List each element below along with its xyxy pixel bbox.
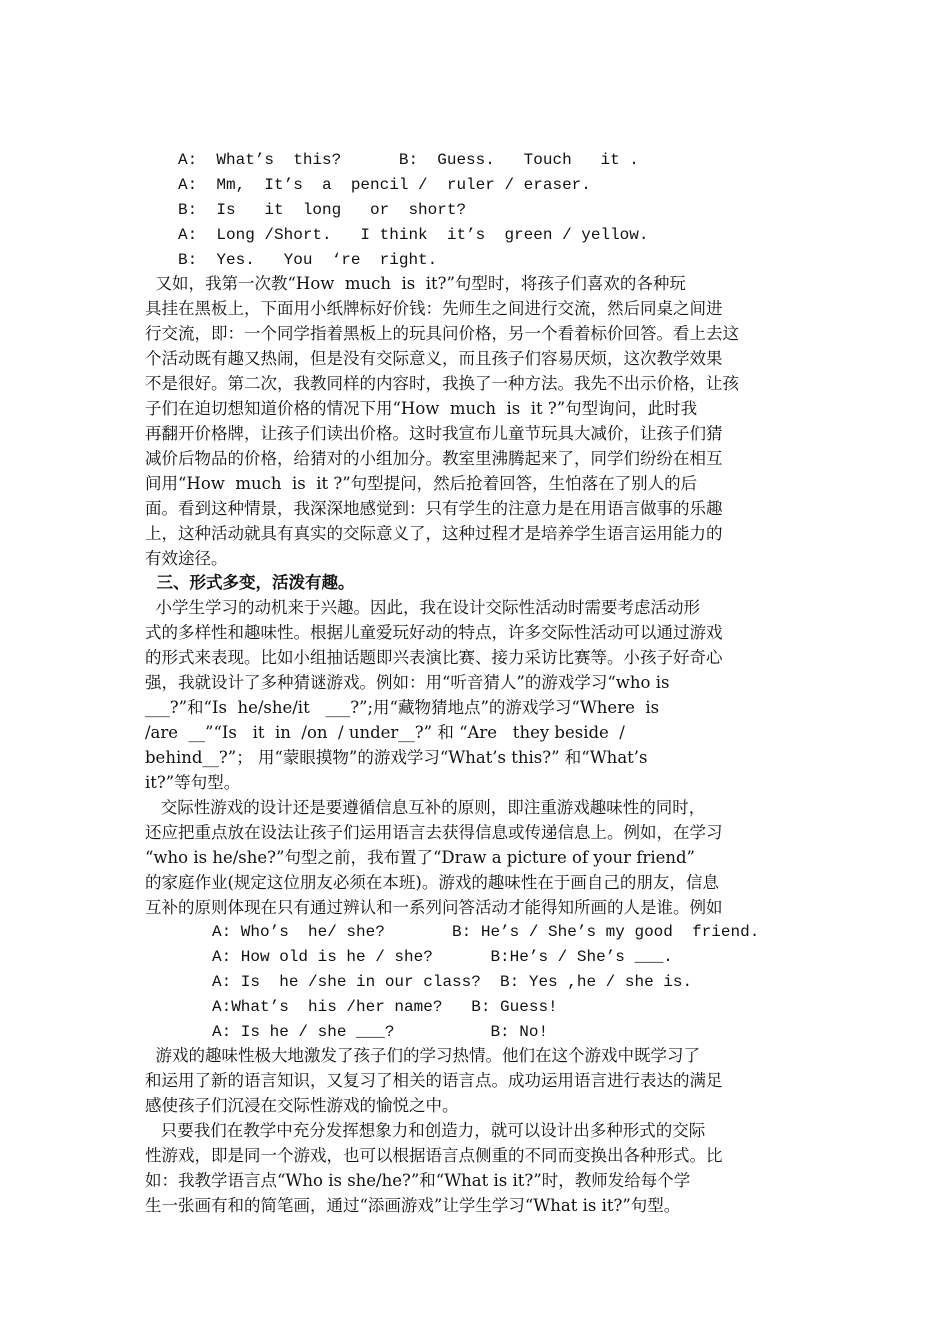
paragraph-line: behind__?”； 用“蒙眼摸物”的游戏学习“What’s this?” 和“What’s [145,748,648,767]
dialogue-line: B: Is it long or short? [178,201,467,219]
paragraph-line: 具挂在黑板上，下面用小纸牌标好价钱：先师生之间进行交流，然后同桌之间进 [145,299,723,318]
paragraph-line: 上，这种活动就具有真实的交际意义了，这种过程才是培养学生语言运用能力的 [145,524,723,543]
dialogue-line: A: Is he / she ___? B: No! [212,1023,549,1041]
paragraph-line: 不是很好。第二次，我教同样的内容时，我换了一种方法。我先不出示价格，让孩 [145,374,739,393]
paragraph-line: 还应把重点放在设法让孩子们运用语言去获得信息或传递信息上。例如，在学习 [145,823,723,842]
dialogue-line: A: What’s this? B: Guess. Touch it . [178,151,639,169]
section-heading: 三、形式多变，活泼有趣。 [145,573,355,592]
paragraph-line: 的家庭作业(规定这位朋友必须在本班)。游戏的趣味性在于画自己的朋友，信息 [145,873,719,892]
paragraph-line: 交际性游戏的设计还是要遵循信息互补的原则，即注重游戏趣味性的同时， [145,798,706,817]
paragraph-line: /are __”“Is it in /on / under__?” 和 “Are they beside / [145,723,625,742]
paragraph-line: 减价后物品的价格，给猜对的小组加分。教室里沸腾起来了，同学们纷纷在相互 [145,449,723,468]
paragraph-line: 只要我们在教学中充分发挥想象力和创造力，就可以设计出多种形式的交际 [145,1121,706,1140]
paragraph-line: ___?”和“Is he/she/it ___?”;用“藏物猜地点”的游戏学习“Where is [145,698,660,717]
dialogue-line: A: How old is he / she? B:He’s / She’s ___. [212,948,673,966]
paragraph-line: 的形式来表现。比如小组抽话题即兴表演比赛、接力采访比赛等。小孩子好奇心 [145,648,723,667]
paragraph-line: it?”等句型。 [145,773,241,792]
paragraph-line: 游戏的趣味性极大地激发了孩子们的学习热情。他们在这个游戏中既学习了 [145,1046,700,1065]
paragraph-line: 互补的原则体现在只有通过辨认和一系列问答活动才能得知所画的人是谁。例如 [145,898,723,917]
paragraph-line: 感使孩子们沉浸在交际性游戏的愉悦之中。 [145,1096,459,1115]
paragraph-line: 性游戏，即是同一个游戏，也可以根据语言点侧重的不同而变换出各种形式。比 [145,1146,723,1165]
dialogue-line: A: Mm, It’s a pencil / ruler / eraser. [178,176,591,194]
paragraph-line: 又如，我第一次教“How much is it?”句型时，将孩子们喜欢的各种玩 [145,274,686,293]
paragraph-line: 面。看到这种情景，我深深地感觉到：只有学生的注意力是在用语言做事的乐趣 [145,499,723,518]
paragraph-line: 个活动既有趣又热闹，但是没有交际意义，而且孩子们容易厌烦，这次教学效果 [145,349,723,368]
paragraph-line: 生一张画有和的简笔画，通过“添画游戏”让学生学习“What is it?”句型。 [145,1196,681,1215]
dialogue-line: A: Long /Short. I think it’s green / yellow. [178,226,649,244]
paragraph-line: “who is he/she?”句型之前，我布置了“Draw a picture of your friend” [145,848,695,867]
paragraph-line: 间用“How much is it ?”句型提问，然后抢着回答，生怕落在了别人的后 [145,474,698,493]
paragraph-line: 有效途径。 [145,549,228,568]
paragraph-line: 再翻开价格牌，让孩子们读出价格。这时我宣布儿童节玩具大减价，让孩子们猜 [145,424,723,443]
dialogue-line: B: Yes. You ‘re right. [178,251,438,269]
paragraph-line: 式的多样性和趣味性。根据儿童爱玩好动的特点，许多交际性活动可以通过游戏 [145,623,723,642]
dialogue-line: A:What’s his /her name? B: Guess! [212,998,558,1016]
paragraph-line: 和运用了新的语言知识，又复习了相关的语言点。成功运用语言进行表达的满足 [145,1071,723,1090]
dialogue-line: A: Who’s he/ she? B: He’s / She’s my good friend. [212,923,760,941]
paragraph-line: 如：我教学语言点“Who is she/he?”和“What is it?”时，教师发给每个学 [145,1171,691,1190]
dialogue-line: A: Is he /she in our class? B: Yes ,he / she is. [212,973,693,991]
paragraph-line: 小学生学习的动机来于兴趣。因此，我在设计交际性活动时需要考虑活动形 [145,598,700,617]
paragraph-line: 子们在迫切想知道价格的情况下用“How much is it ?”句型询问，此时我 [145,399,698,418]
paragraph-line: 行交流，即：一个同学指着黑板上的玩具问价格，另一个看着标价回答。看上去这 [145,324,739,343]
paragraph-line: 强，我就设计了多种猜谜游戏。例如：用“听音猜人”的游戏学习“who is [145,673,670,692]
